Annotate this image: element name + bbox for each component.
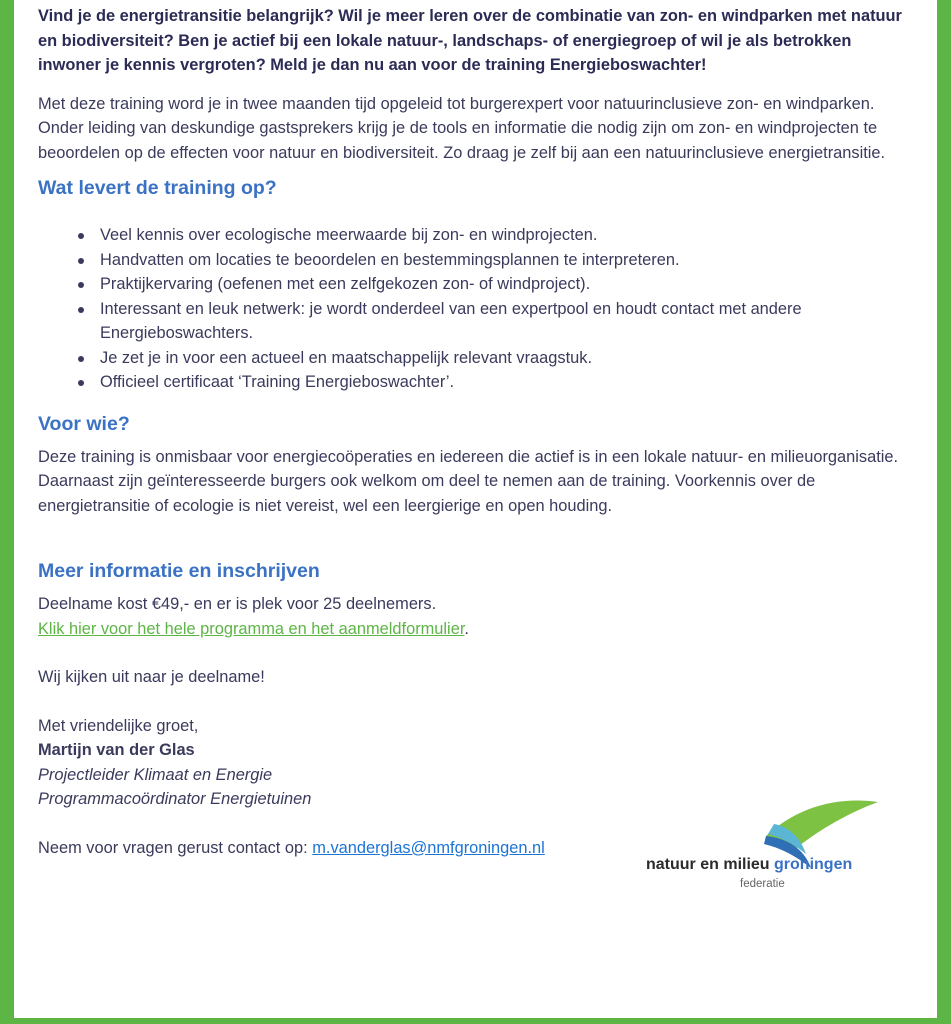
- list-item: Praktijkervaring (oefenen met een zelfgekozen zon- of windproject).: [100, 272, 913, 297]
- outcomes-list: [38, 223, 913, 395]
- list-item: Interessant en leuk netwerk: je wordt onderdeel van een expertpool en houdt contact met andere Energieboswachters.: [100, 297, 913, 346]
- contact-text: Neem voor vragen gerust contact op:: [38, 838, 313, 857]
- audience-text: Deze training is onmisbaar voor energiecoöperaties en iedereen die actief is in een lokale natuur- en milieuorganisatie. Daarnaast zijn geïnteresseerde burgers ook welkom om deel te nemen aan de training. Voorkennis over de energietransitie of ecologie is niet vereist, wel een leergierige en open houding.: [38, 447, 899, 515]
- paragraph-training: Met deze training word je in twee maanden tijd opgeleid tot burgerexpert voor natuurinclusieve zon- en windparken. Onder leiding van deskundige gastsprekers krijg je de tools en informatie die nodig zijn om zon- en windprojecten te beoordelen op de effecten voor natuur en biodiversiteit. Zo draag je zelf bij aan een natuurinclusieve energietransitie.: [38, 94, 886, 162]
- heading-audience: Voor wie?: [38, 412, 130, 435]
- program-link-line: [38, 617, 913, 642]
- closing-text: Wij kijken uit naar je deelname!: [38, 668, 265, 686]
- cost-text: Deelname kost €49,- en er is plek voor 25 deelnemers.: [38, 595, 437, 613]
- logo-part-1: natuur en milieu: [646, 856, 770, 873]
- list-item: Veel kennis over ecologische meerwaarde bij zon- en windprojecten.: [100, 223, 913, 248]
- signer-role-1: Projectleider Klimaat en Energie: [38, 765, 273, 784]
- greeting: Met vriendelijke groet,: [38, 716, 199, 735]
- link-suffix: .: [464, 619, 469, 638]
- signer-role-2: Programmacoördinator Energietuinen: [38, 790, 312, 808]
- list-item: Handvatten om locaties te beoordelen en bestemmingsplannen te interpreteren.: [100, 248, 913, 273]
- organization-logo: [646, 798, 926, 902]
- list-item: Je zet je in voor een actueel en maatschappelijk relevant vraagstuk.: [100, 346, 913, 371]
- logo-part-2: groningen: [774, 856, 853, 873]
- signer-name: Martijn van der Glas: [38, 741, 195, 759]
- logo-wordmark: [646, 856, 852, 874]
- intro-text: Vind je de energietransitie belangrijk? Wil je meer leren over de combinatie van zon- en windparken met natuur en biodiversiteit? Ben je actief bij een lokale natuur-, landschaps- of energiegroep of wil je als betrokken inwoner je kennis vergroten? Meld je dan nu aan voor de training Energieboswachter!: [38, 7, 902, 74]
- logo-federation: federatie: [740, 878, 785, 890]
- program-link[interactable]: Klik hier voor het hele programma en het aanmeldformulier: [38, 619, 465, 638]
- email-link[interactable]: m.vanderglas@nmfgroningen.nl: [312, 838, 545, 857]
- heading-info: Meer informatie en inschrijven: [38, 560, 320, 582]
- email-body: [14, 0, 937, 1018]
- list-item: Officieel certificaat ‘Training Energieboswachter’.: [100, 370, 913, 395]
- heading-outcomes: Wat levert de training op?: [38, 177, 277, 199]
